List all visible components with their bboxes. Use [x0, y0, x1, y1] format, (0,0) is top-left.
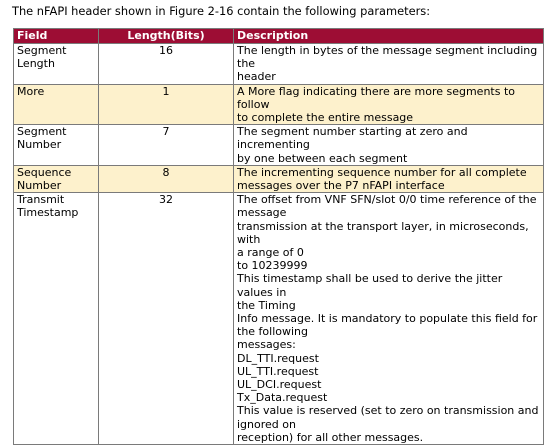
description-line: the Timing: [237, 298, 296, 312]
description-line: ignored on: [237, 417, 296, 431]
description-line: reception) for all other messages.: [237, 430, 424, 444]
description-line: by one between each segment: [237, 151, 408, 165]
description-line: messages:: [237, 338, 296, 352]
field-line: More: [17, 84, 45, 98]
length-cell: 1: [99, 84, 234, 125]
field-line: Transmit: [17, 193, 65, 207]
length-cell: 8: [99, 165, 234, 192]
field-cell: [14, 193, 99, 445]
length-cell: 7: [99, 125, 234, 166]
table-row: [14, 193, 544, 445]
header-description: Description: [234, 29, 544, 44]
description-line: to complete the entire message: [237, 111, 414, 125]
description-line: The incrementing sequence number for all complete: [237, 165, 527, 179]
description-line: transmission at the transport layer, in microseconds, with: [237, 219, 529, 246]
field-cell: [14, 125, 99, 166]
field-line: Segment: [17, 125, 67, 139]
description-line: The length in bytes of the message segment including the: [237, 44, 538, 71]
header-length: Length(Bits): [99, 29, 234, 44]
table-row: [14, 84, 544, 125]
field-line: Number: [17, 179, 62, 193]
description-line: Info message. It is mandatory to populate this field for: [237, 312, 538, 326]
field-line: Timestamp: [17, 206, 79, 220]
field-cell: [14, 84, 99, 125]
field-line: Segment: [17, 44, 67, 57]
table-row: [14, 44, 544, 85]
field-line: Length: [17, 57, 55, 71]
description-line: The segment number starting at zero and incrementing: [237, 125, 468, 152]
intro-text: The nFAPI header shown in Figure 2-16 contain the following parameters:: [12, 4, 431, 18]
description-line: Tx_Data.request: [237, 391, 328, 405]
description-line: The offset from VNF SFN/slot 0/0 time reference of the: [237, 193, 537, 207]
table-header-row: [14, 29, 544, 44]
field-cell: [14, 44, 99, 85]
description-line: the following: [237, 325, 309, 339]
header-field: Field: [14, 29, 99, 44]
length-cell: 32: [99, 193, 234, 445]
description-line: DL_TTI.request: [237, 351, 319, 365]
description-cell: [234, 193, 544, 445]
field-line: Number: [17, 138, 62, 152]
description-line: messages over the P7 nFAPI interface: [237, 179, 445, 193]
description-line: UL_TTI.request: [237, 364, 319, 378]
table-row: [14, 125, 544, 166]
description-cell: [234, 165, 544, 192]
description-cell: [234, 44, 544, 85]
table-row: [14, 165, 544, 192]
description-line: This timestamp shall be used to derive the jitter values in: [237, 272, 503, 299]
description-line: to 10239999: [237, 259, 308, 273]
description-cell: [234, 84, 544, 125]
field-cell: [14, 165, 99, 192]
description-cell: [234, 125, 544, 166]
description-line: a range of 0: [237, 246, 304, 260]
description-line: header: [237, 70, 276, 84]
description-line: UL_DCI.request: [237, 378, 322, 392]
description-line: This value is reserved (set to zero on transmission and: [237, 404, 539, 418]
nfapi-header-table: [13, 28, 544, 445]
length-cell: 16: [99, 44, 234, 85]
field-line: Sequence: [17, 165, 72, 179]
description-line: message: [237, 206, 287, 220]
description-line: A More flag indicating there are more segments to follow: [237, 84, 516, 111]
